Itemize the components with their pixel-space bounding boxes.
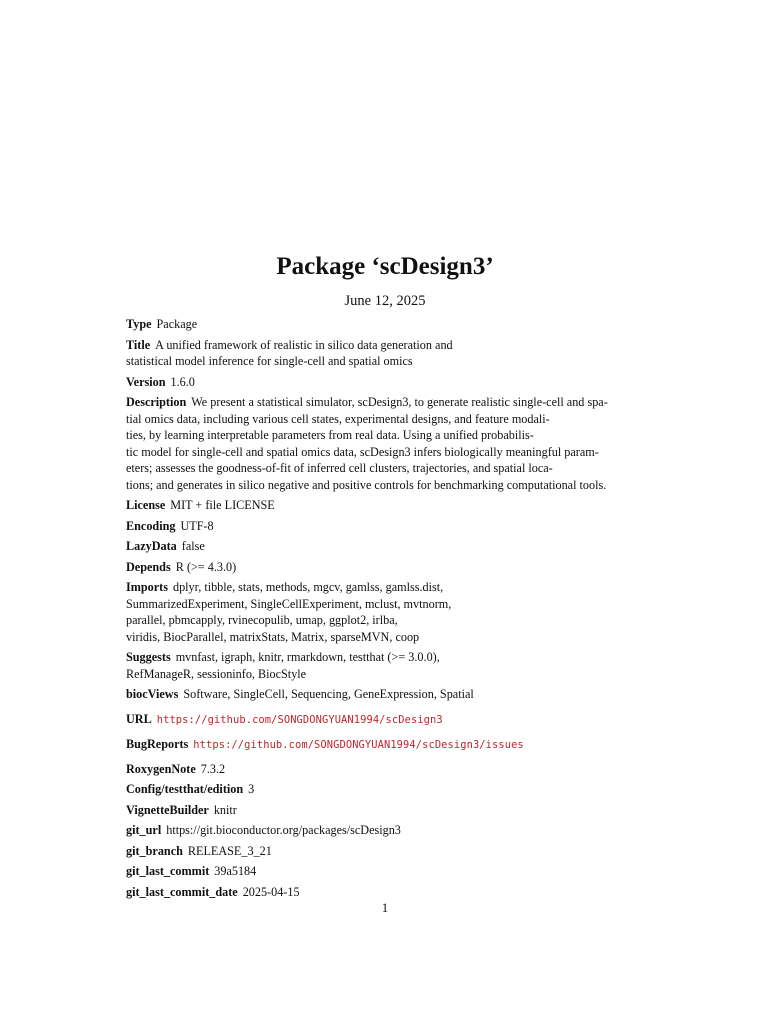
field-git-url-value: https://git.bioconductor.org/packages/scDesign3: [166, 823, 401, 837]
field-title-line-2: statistical model inference for single-cell and spatial omics: [126, 354, 413, 368]
field-git-last-commit-name: git_last_commit: [126, 864, 210, 878]
field-encoding-value: UTF-8: [180, 518, 214, 533]
field-git-last-commit-date-value: 2025-04-15: [242, 884, 300, 899]
field-git-branch-name: git_branch: [126, 843, 183, 858]
field-description-line-5: eters; assesses the goodness-of-fit of inferred cell clusters, trajectories, and spatial loca-: [126, 461, 553, 475]
field-imports-line-4: viridis, BiocParallel, matrixStats, Matrix, sparseMVN, coop: [126, 629, 420, 644]
field-version: [126, 374, 656, 391]
field-roxygennote: [126, 761, 656, 778]
field-lazydata-name: LazyData: [126, 539, 177, 553]
field-imports-line-2: SummarizedExperiment, SingleCellExperiment, mclust, mvtnorm,: [126, 596, 452, 611]
field-type: [126, 316, 656, 333]
field-git-last-commit-value: 39a5184: [214, 864, 257, 878]
field-roxygennote-name: RoxygenNote: [126, 761, 196, 776]
field-git-url: [126, 822, 656, 839]
field-testthat-edition-value: 3: [248, 782, 255, 796]
field-vignettebuilder: [126, 802, 656, 819]
field-suggests-name: Suggests: [126, 650, 171, 664]
bugreports-link[interactable]: https://github.com/SONGDONGYUAN1994/scDesign3/issues: [193, 739, 524, 751]
field-git-branch: [126, 843, 656, 860]
field-license-value: MIT + file LICENSE: [170, 498, 275, 512]
field-suggests-line-2: RefManageR, sessioninfo, BiocStyle: [126, 666, 307, 681]
field-suggests-line-1: mvnfast, igraph, knitr, rmarkdown, testthat (>= 3.0.0),: [175, 650, 440, 664]
url-link[interactable]: https://github.com/SONGDONGYUAN1994/scDesign3: [156, 713, 443, 726]
field-lazydata-value: false: [181, 539, 205, 553]
field-description-line-3: ties, by learning interpretable parameters from real data. Using a unified probabilis-: [126, 428, 534, 442]
field-roxygennote-value: 7.3.2: [200, 761, 226, 776]
field-license: [126, 497, 656, 514]
package-date: June 12, 2025: [344, 293, 426, 309]
field-lazydata: [126, 538, 656, 555]
package-title: Package ‘scDesign3’: [276, 253, 494, 280]
field-title-name: Title: [126, 337, 151, 352]
field-license-name: License: [126, 498, 166, 512]
field-suggests: [126, 649, 656, 682]
field-url-name: URL: [126, 711, 152, 726]
field-description-line-1: We present a statistical simulator, scDesign3, to generate realistic single-cell and spa-: [191, 395, 608, 409]
field-encoding-name: Encoding: [126, 518, 176, 533]
field-version-value: 1.6.0: [170, 374, 195, 389]
field-title: [126, 337, 656, 370]
field-testthat-edition-name: Config/testthat/edition: [126, 782, 244, 796]
field-description-line-6: tions; and generates in silico negative and positive controls for benchmarking computational tools.: [126, 477, 607, 492]
field-description-line-4: tic model for single-cell and spatial omics data, scDesign3 infers biologically meaningful param-: [126, 444, 599, 459]
field-imports-line-1: dplyr, tibble, stats, methods, mgcv, gamlss, gamlss.dist,: [172, 580, 444, 594]
description-fields: [126, 316, 656, 904]
field-depends: [126, 559, 656, 576]
field-biocviews-name: biocViews: [126, 687, 179, 701]
field-description-name: Description: [126, 395, 187, 409]
field-version-name: Version: [126, 374, 166, 389]
field-vignettebuilder-name: VignetteBuilder: [126, 802, 209, 817]
field-git-branch-value: RELEASE_3_21: [187, 843, 272, 858]
field-vignettebuilder-value: knitr: [213, 802, 237, 817]
field-imports-name: Imports: [126, 580, 168, 594]
field-depends-name: Depends: [126, 559, 171, 574]
field-imports-line-3: parallel, pbmcapply, rvinecopulib, umap, ggplot2, irlba,: [126, 613, 398, 627]
field-imports: [126, 579, 656, 645]
field-description-line-2: tial omics data, including various cell states, experimental designs, and feature modali-: [126, 411, 550, 426]
page-number: 1: [381, 900, 389, 915]
field-git-last-commit: [126, 863, 656, 880]
field-bugreports-name: BugReports: [126, 737, 189, 751]
field-git-last-commit-date-name: git_last_commit_date: [126, 884, 238, 899]
field-git-last-commit-date: [126, 884, 656, 901]
field-encoding: [126, 518, 656, 535]
field-title-line-1: A unified framework of realistic in silico data generation and: [155, 337, 453, 352]
field-testthat-edition: [126, 781, 656, 798]
field-git-url-name: git_url: [126, 823, 162, 837]
field-depends-value: R (>= 4.3.0): [175, 559, 237, 574]
field-type-name: Type: [126, 317, 152, 331]
field-biocviews-value: Software, SingleCell, Sequencing, GeneExpression, Spatial: [183, 687, 474, 701]
field-bugreports: [126, 736, 656, 754]
field-url: [126, 711, 656, 729]
field-description: [126, 394, 656, 493]
field-type-value: Package: [156, 317, 198, 331]
field-biocviews: [126, 686, 656, 703]
